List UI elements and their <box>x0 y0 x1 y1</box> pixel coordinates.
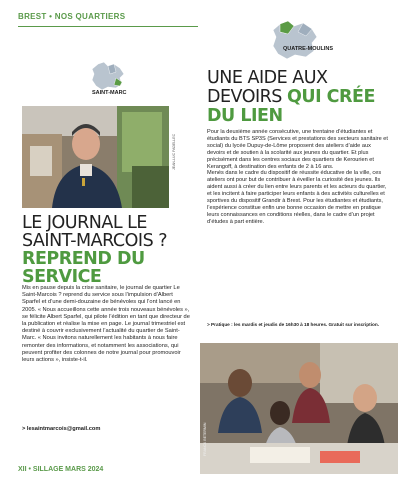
headline2-line-1: UNE AIDE AUX <box>207 68 328 88</box>
page-footer: XII • SILLAGE MARS 2024 <box>18 466 104 473</box>
practical-info: > Pratique : les mardis et jeudis de 16h30 à 18 heures. Gratuit sur inscription. <box>207 322 380 327</box>
headline-journal <box>22 214 197 286</box>
headline2-accent-line-3: DU LIEN <box>207 106 283 126</box>
article-paragraph-1: Pour la deuxième année consécutive, une trentaine d’étudiantes et étudiants du BTS SP3S (Services et prestations des secteurs sanitaire et social) du lycée Dupuy-de-Lôme proposent des ateliers d’aide aux devoirs et de soutien à la scolarité aux jeunes du quartier. Et plus précisément dans les centres sociaux des quartiers de Kerourien et Kerangoff, à destination des enfants de 2 à 16 ans. <box>207 129 388 170</box>
section-rule <box>18 26 198 27</box>
article-body-aide-devoirs <box>207 129 389 226</box>
photo-credit-left: JEAN-LUC PADELLEC <box>172 133 176 170</box>
photo-albert-sparfel <box>22 106 169 208</box>
article-body-journal: Mis en pause depuis la crise sanitaire, le journal de quartier Le Saint-Marcois ? reprend du service sous l’impulsion d’Albert Sparfel et d’une demi-douzaine de bénévoles qui l’ont lancé en 2005. « Nous accueillons cette année trois nouveaux bénévoles », se félicite Albert Sparfel, qui pilote l’édition en tant que directeur de la publication et réalise la mise en page. Le journal trimestriel est destiné à couvrir exclusivement l’actualité du quartier de Saint-Marc. « Nous invitons naturellement les habitants à nous faire remonter des informations, et notamment les associations, qui peuvent profiter des colonnes de notre journal pour promouvoir leurs actions », insiste-t-il. <box>22 285 190 364</box>
photo-credit-right: FRANCK BETERMIN <box>203 422 207 456</box>
headline2-line-2: DEVOIRS <box>207 87 282 107</box>
quatre-moulins-locator-map <box>270 18 320 62</box>
article-paragraph-2: Menés dans le cadre du dispositif de réussite éducative de la ville, ces ateliers ont pour but de contribuer à éveiller la curiosité des jeunes. Ils aident aussi à créer du lien entre leurs parents et les acteurs du quartier, et les incitent à faire participer leurs enfants à des activités culturelles et sportives du dispositif Grandir à Brest. Pour les étudiantes et étudiants, l’expérience constitue enfin une bonne occasion de mettre en pratique leurs connaissances en conditions réelles, dans le cadre d’un projet d’études à part entière. <box>207 170 387 225</box>
headline-accent-1: REPREND DU <box>22 249 145 269</box>
headline-line-1: LE JOURNAL LE <box>22 213 147 233</box>
headline2-accent-inline: QUI CRÉE <box>286 87 375 107</box>
headline-line-2: SAINT-MARCOIS ? <box>22 231 168 251</box>
saint-marc-locator-map <box>90 60 126 92</box>
photo-homework-help <box>200 343 398 474</box>
map-label-quatre-moulins: QUATRE-MOULINS <box>283 46 334 52</box>
map-label-saint-marc: SAINT-MARC <box>92 90 127 96</box>
headline-aide-devoirs <box>207 69 397 126</box>
headline2-line-2-wrap <box>207 88 397 107</box>
section-tag: BREST • NOS QUARTIERS <box>18 12 126 21</box>
headline-accent-2: SERVICE <box>22 267 102 287</box>
contact-email[interactable]: > lesaintmarcois@gmail.com <box>22 426 101 432</box>
